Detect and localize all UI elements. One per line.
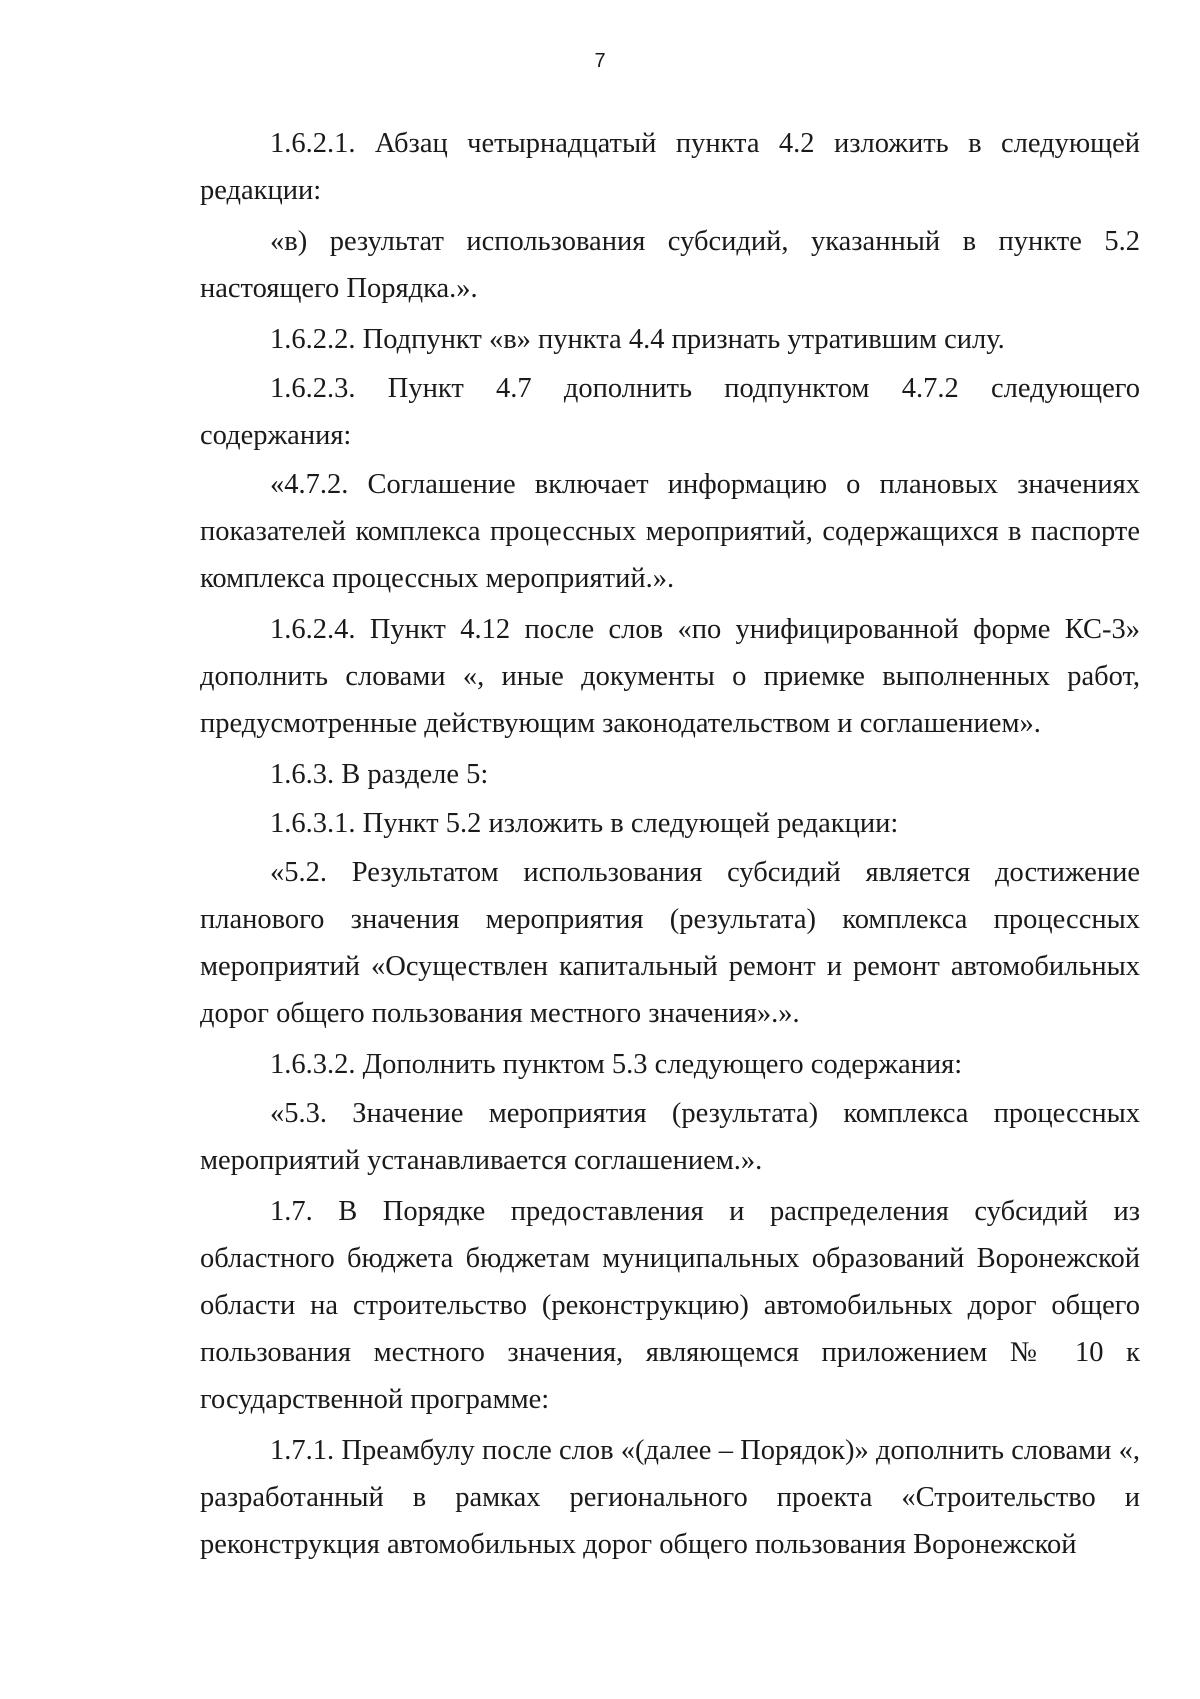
paragraph-1-6-3-2: 1.6.3.2. Дополнить пунктом 5.3 следующего содержания: <box>270 1049 963 1080</box>
document-body <box>200 120 1140 1572</box>
paragraph-quote-5-2: «5.2. Результатом использования субсидий является достижение планового значения мероприятия (результата) комплекса процессных мероприятий «Осуществлен капитальный ремонт и ремонт автомобильных дорог общего пользования местного значения».». <box>200 857 1140 1029</box>
paragraph-1-6-2-1: 1.6.2.1. Абзац четырнадцатый пункта 4.2 изложить в следующей редакции: <box>200 128 1140 206</box>
paragraph-1-6-3: 1.6.3. В разделе 5: <box>270 759 489 790</box>
paragraph-quote-4-7-2: «4.7.2. Соглашение включает информацию о плановых значениях показателей комплекса процессных мероприятий, содержащихся в паспорте комплекса процессных мероприятий.». <box>200 469 1140 594</box>
paragraph-1-6-2-2: 1.6.2.2. Подпункт «в» пункта 4.4 признать утратившим силу. <box>270 324 1005 355</box>
paragraph-1-6-3-1: 1.6.3.1. Пункт 5.2 изложить в следующей редакции: <box>270 808 899 839</box>
paragraph-1-6-2-4: 1.6.2.4. Пункт 4.12 после слов «по унифицированной форме КС-3» дополнить словами «, иные документы о приемке выполненных работ, предусмотренные действующим законодательством и соглашением». <box>200 614 1140 739</box>
paragraph-quote-v: «в) результат использования субсидий, указанный в пункте 5.2 настоящего Порядка.». <box>200 226 1140 304</box>
paragraph-1-7: 1.7. В Порядке предоставления и распределения субсидий из областного бюджета бюджетам муниципальных образований Воронежской области на строительство (реконструкцию) автомобильных дорог общего пользования местного значения, являющемся приложением № 10 к государственной программе: <box>200 1196 1140 1415</box>
paragraph-1-6-2-3: 1.6.2.3. Пункт 4.7 дополнить подпунктом 4.7.2 следующего содержания: <box>200 373 1140 451</box>
paragraph-1-7-1: 1.7.1. Преамбулу после слов «(далее – Порядок)» дополнить словами «, разработанный в рамках регионального проекта «Строительство и реконструкция автомобильных дорог общего пользования Воронежской <box>200 1435 1140 1560</box>
paragraph-quote-5-3: «5.3. Значение мероприятия (результата) комплекса процессных мероприятий устанавливается соглашением.». <box>200 1098 1140 1176</box>
page-number: 7 <box>594 50 606 72</box>
